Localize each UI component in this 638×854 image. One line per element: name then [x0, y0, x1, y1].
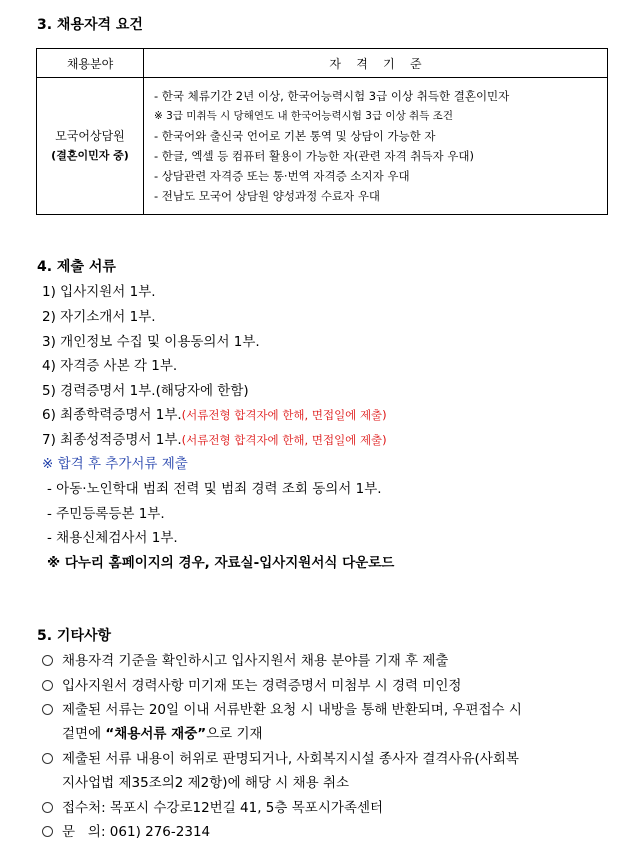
list-item: 3) 개인정보 수집 및 이용동의서 1부. [42, 334, 260, 350]
col-header-criteria: 자 격 기 준 [144, 49, 608, 78]
criteria-item: - 전남도 모국어 상담원 양성과정 수료자 우대 [154, 189, 381, 203]
list-item: 2) 자기소개서 1부. [42, 309, 156, 325]
col-header-field: 채용분야 [37, 49, 144, 78]
criteria-item: - 한국 체류기간 2년 이상, 한국어능력시험 3급 이상 취득한 결혼이민자 [154, 89, 510, 103]
list-item: 5) 경력증명서 1부.(해당자에 한함) [42, 383, 249, 399]
continuation-text: 겉면에 [62, 726, 106, 742]
list-item [42, 698, 522, 718]
list-item-note: (서류전형 합격자에 한해, 면접일에 제출) [181, 433, 387, 447]
circle-bullet-icon [42, 753, 53, 764]
circle-bullet-icon [42, 680, 53, 691]
list-item [42, 674, 461, 694]
list-item [42, 796, 383, 816]
continuation-bold: “채용서류 재중” [105, 726, 207, 742]
list-item: 4) 자격증 사본 각 1부. [42, 358, 178, 374]
criteria-cell [144, 78, 608, 215]
list-item [42, 820, 210, 840]
criteria-item: - 상담관련 자격증 또는 통·번역 자격증 소지자 우대 [154, 169, 410, 183]
section-5-heading: 5. 기타사항 [37, 628, 112, 644]
table-header-row [37, 49, 608, 78]
list-item-continuation: 지사업법 제35조의2 제2항)에 해당 시 채용 취소 [62, 775, 350, 791]
circle-bullet-icon [42, 655, 53, 666]
list-item-continuation [62, 722, 263, 742]
list-item: - 채용신체검사서 1부. [47, 530, 178, 546]
list-item-note: (서류전형 합격자에 한해, 면접일에 제출) [181, 408, 387, 422]
list-item-text: 제출된 서류 내용이 허위로 판명되거나, 사회복지시설 종사자 결격사유(사회복 [62, 751, 519, 767]
category-cell [37, 78, 144, 215]
criteria-note: ※ 3급 미취득 시 당해연도 내 한국어능력시험 3급 이상 취득 조건 [154, 110, 453, 122]
circle-bullet-icon [42, 704, 53, 715]
list-item: - 아동·노인학대 범죄 전력 및 범죄 경력 조회 동의서 1부. [47, 481, 382, 497]
criteria-item: - 한국어와 출신국 언어로 기본 통역 및 상담이 가능한 자 [154, 129, 436, 143]
list-item-text: 제출된 서류는 20일 이내 서류반환 요청 시 내방을 통해 반환되며, 우편접수 시 [62, 702, 522, 718]
criteria-item: - 한글, 엑셀 등 컴퓨터 활용이 가능한 자(관련 자격 취득자 우대) [154, 149, 474, 163]
additional-docs-heading: ※ 합격 후 추가서류 제출 [42, 456, 188, 472]
circle-bullet-icon [42, 826, 53, 837]
list-item: - 주민등록등본 1부. [47, 506, 165, 522]
list-item-text: 7) 최종성적증명서 1부. [42, 432, 182, 448]
category-sub: (결혼이민자 중) [51, 149, 129, 162]
list-item [42, 747, 519, 767]
list-item [42, 403, 387, 423]
list-item [42, 428, 387, 448]
section-3-heading: 3. 채용자격 요건 [37, 17, 143, 33]
list-item: 1) 입사지원서 1부. [42, 284, 156, 300]
qualification-table [36, 48, 608, 215]
download-note: ※ 다누리 홈페이지의 경우, 자료실-입사지원서식 다운로드 [47, 555, 395, 571]
circle-bullet-icon [42, 802, 53, 813]
category-name: 모국어상담원 [55, 129, 125, 143]
list-item [42, 649, 448, 669]
list-item-text: 채용자격 기준을 확인하시고 입사지원서 채용 분야를 기재 후 제출 [62, 653, 449, 669]
continuation-text: 으로 기재 [206, 726, 263, 742]
list-item-text: 문 의: 061) 276-2314 [62, 824, 211, 840]
list-item-text: 입사지원서 경력사항 미기재 또는 경력증명서 미첨부 시 경력 미인정 [62, 678, 462, 694]
section-4-heading: 4. 제출 서류 [37, 259, 116, 275]
table-row [37, 78, 608, 215]
list-item-text: 접수처: 목포시 수강로12번길 41, 5층 목포시가족센터 [62, 800, 384, 816]
list-item-text: 6) 최종학력증명서 1부. [42, 407, 182, 423]
